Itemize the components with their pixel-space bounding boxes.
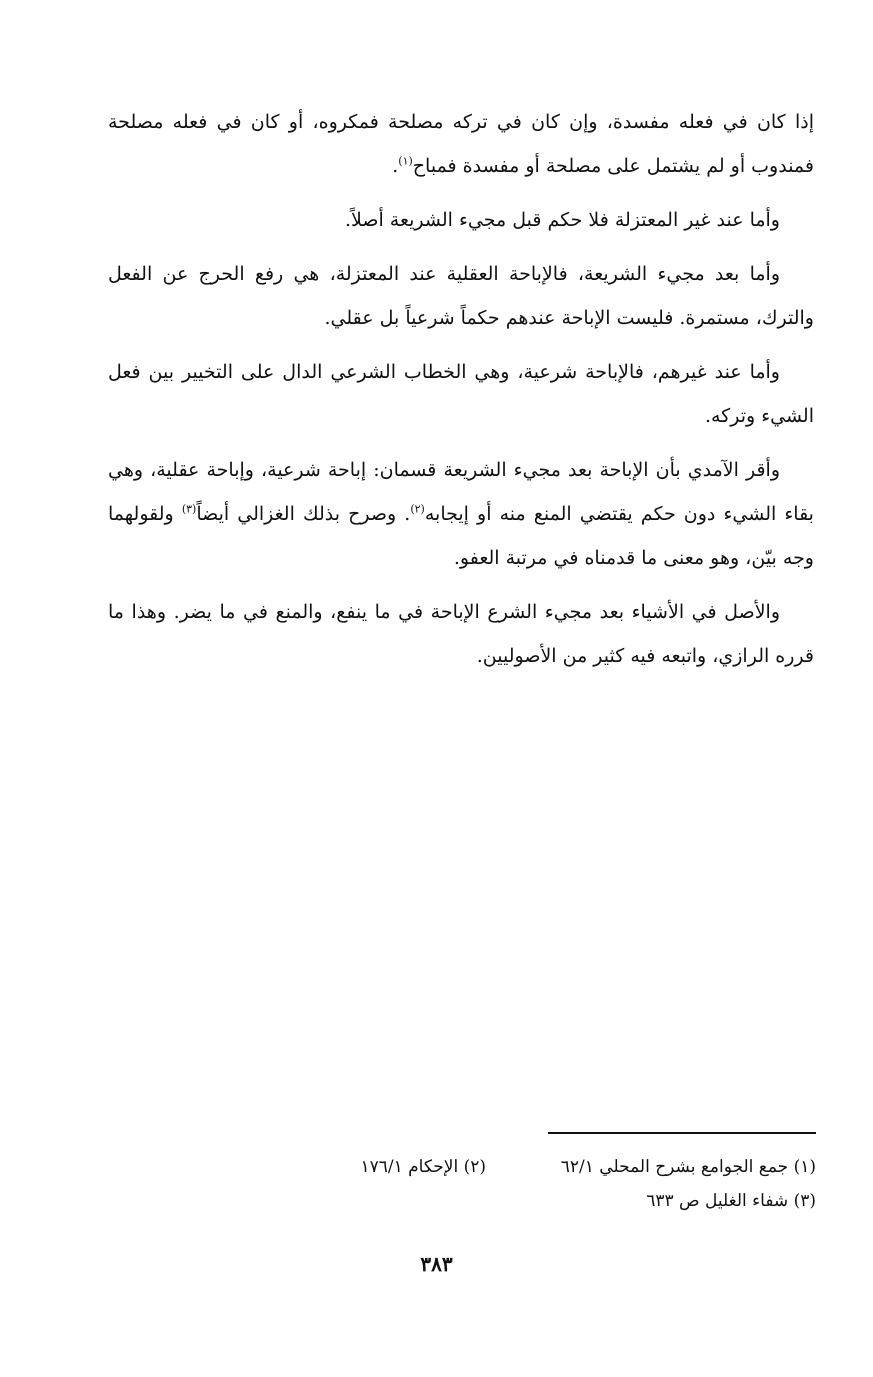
footnote-1: (١) جمع الجوامع بشرح المحلي ٦٢/١ — [560, 1157, 816, 1177]
footnote-row-2 — [180, 1184, 816, 1218]
footnote-separator — [548, 1132, 816, 1134]
page-number: ٣٨٣ — [420, 1252, 453, 1276]
paragraph-3: وأما بعد مجيء الشريعة، فالإباحة العقلية عند المعتزلة، هي رفع الحرج عن الفعل والترك، مستمرة. فليست الإباحة عندهم حكماً شرعياً بل عقلي. — [108, 263, 814, 329]
footnote-ref-2: (٢) — [410, 502, 425, 516]
footnote-3: (٣) شفاء الغليل ص ٦٣٣ — [646, 1191, 816, 1211]
paragraph-1: إذا كان في فعله مفسدة، وإن كان في تركه مصلحة فمكروه، أو كان في فعله مصلحة فمندوب أو لم يشتمل على مصلحة أو مفسدة فمباح$^{(١)}$. — [108, 111, 814, 177]
footnote-ref-1: (١) — [398, 154, 413, 168]
footnote-2: (٢) الإحكام ١٧٦/١ — [360, 1157, 486, 1177]
paragraph-6: والأصل في الأشياء بعد مجيء الشرع الإباحة في ما ينفع، والمنع في ما يضر. وهذا ما قرره الرازي، واتبعه فيه كثير من الأصوليين. — [108, 601, 814, 667]
paragraph-5: وأقر الآمدي بأن الإباحة بعد مجيء الشريعة قسمان: إباحة شرعية، وإباحة عقلية، وهي بقاء الشيء دون حكم يقتضي المنع منه أو إيجابه$^{(٢)}$. وصرح بذلك الغزالي أيضاً$^{(٣)}$ ولقولهما وجه بيّن، وهو معنى ما قدمناه في مرتبة العفو. — [108, 459, 814, 569]
main-text — [108, 100, 814, 688]
paragraph-2: وأما عند غير المعتزلة فلا حكم قبل مجيء الشريعة أصلاً. — [344, 209, 780, 231]
footnote-row-1 — [180, 1150, 816, 1184]
footnote-ref-3: (٣) — [181, 502, 197, 516]
paragraph-4: وأما عند غيرهم، فالإباحة شرعية، وهي الخطاب الشرعي الدال على التخيير بين فعل الشيء وتركه. — [108, 361, 814, 427]
footnotes — [180, 1150, 816, 1218]
